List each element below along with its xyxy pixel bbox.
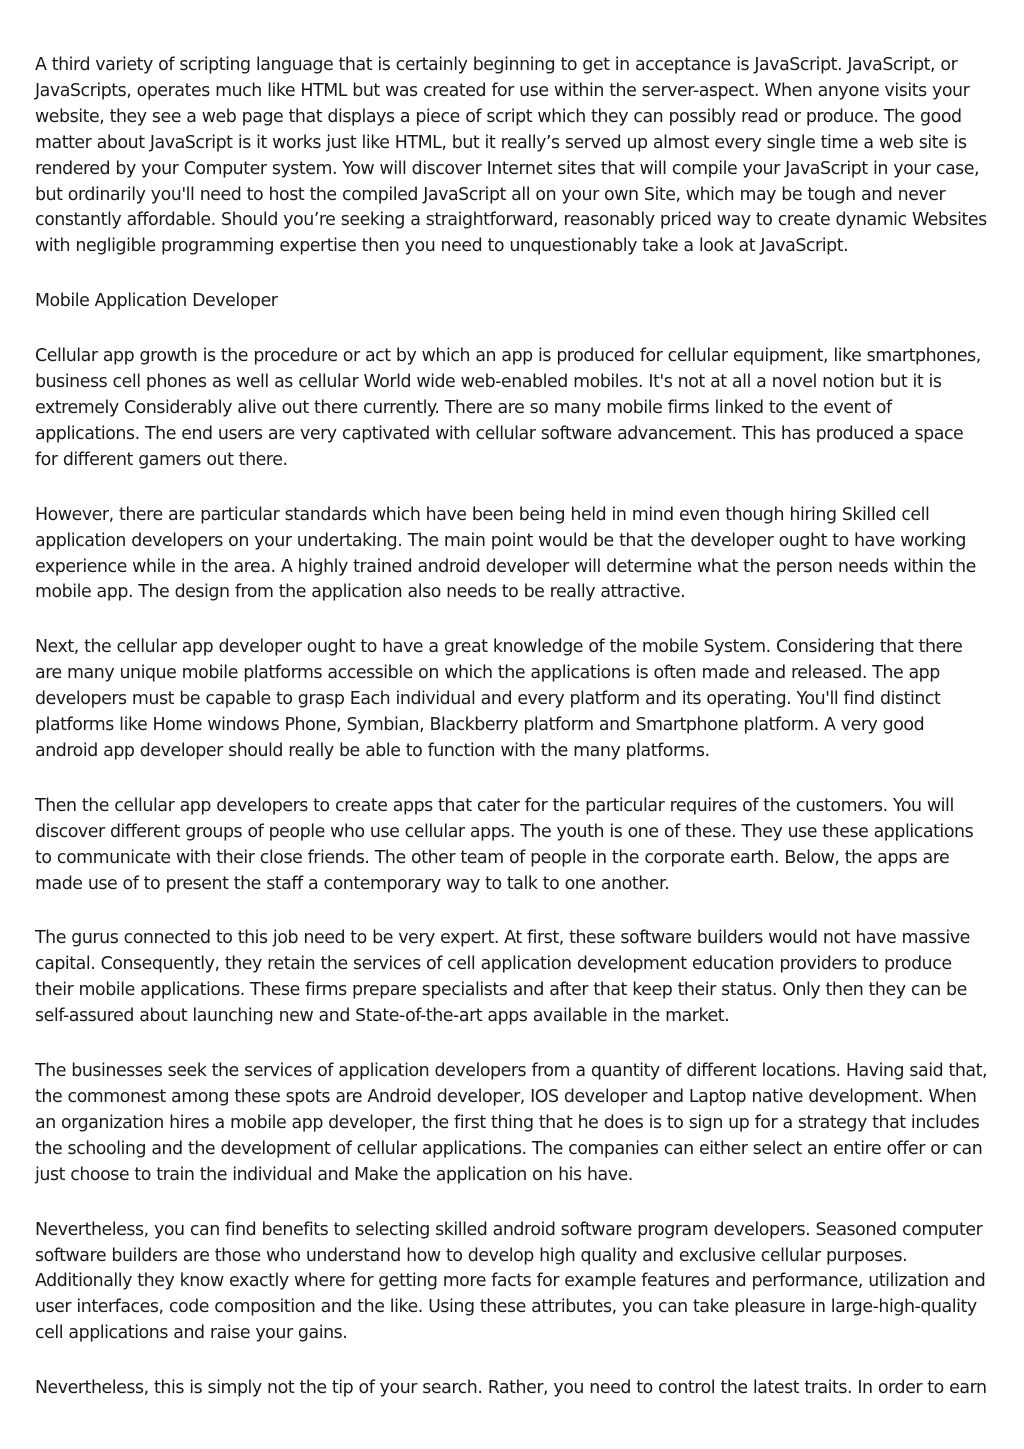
- paragraph-customer-requirements: Then the cellular app developers to create apps that cater for the particular requires of the customers. You will discover different groups of people who use cellular apps. The youth is one of these. They use these applications to communicate with their close friends. The other team of people in the corporate earth. Below, the apps are made use of to present the staff a contemporary way to talk to one another.: [35, 795, 974, 894]
- paragraph-mobile-platforms: Next, the cellular app developer ought to have a great knowledge of the mobile System. Considering that there are many unique mobile platforms accessible on which the applications is often made and released. The app developers must be capable to grasp Each individual and every platform and its operating. You'll find distinct platforms like Home windows Phone, Symbian, Blackberry platform and Smartphone platform. A very good android app developer should really be able to function with the many platforms.: [35, 637, 963, 761]
- paragraph-javascript-intro: A third variety of scripting language that is certainly beginning to get in acceptance is JavaScript. JavaScript, or JavaScripts, operates much like HTML but was created for use within the server-aspect. When anyone visits your website, they see a web page that displays a piece of script which they can possibly read or produce. The good matter about JavaScript is it works just like HTML, but it really’s served up almost every single time a web site is rendered by your Computer system. Yow will discover Internet sites that will compile your JavaScript in your case, but ordinarily you'll need to host the compiled JavaScript all on your own Site, which may be tough and never constantly affordable. Should you’re seeking a straightforward, reasonably priced way to create dynamic Websites with negligible programming expertise then you need to unquestionably take a look at JavaScript.: [35, 55, 987, 257]
- paragraph-developer-locations: The businesses seek the services of application developers from a quantity of different locations. Having said that, the commonest among these spots are Android developer, IOS developer and Laptop native development. When an organization hires a mobile app developer, the first thing that he does is to sign up for a strategy that includes the schooling and the development of cellular applications. The companies can either select an entire offer or can just choose to train the individual and Make the application on his have.: [35, 1061, 988, 1185]
- paragraph-cellular-app-growth: Cellular app growth is the procedure or act by which an app is produced for cellular equipment, like smartphones, business cell phones as well as cellular World wide web-enabled mobiles. It's not at all a novel notion but it is extremely Considerably alive out there currently. There are so many mobile firms linked to the event of applications. The end users are very captivated with cellular software advancement. This has produced a space for different gamers out there.: [35, 346, 981, 470]
- paragraph-skilled-developers-benefits: Nevertheless, you can find benefits to selecting skilled android software program developers. Seasoned computer software builders are those who understand how to develop high quality and exclusive cellular purposes. Additionally they know exactly where for getting more facts for example features and performance, utilization and user interfaces, code composition and the like. Using these attributes, you can take pleasure in large-high-quality cell applications and raise your gains.: [35, 1219, 986, 1344]
- section-heading-mobile-developer: Mobile Application Developer: [35, 291, 278, 312]
- paragraph-latest-traits: Nevertheless, this is simply not the tip of your search. Rather, you need to control the latest traits. In order to earn: [35, 1378, 987, 1399]
- document-body: [35, 53, 990, 1431]
- paragraph-gurus-expertise: The gurus connected to this job need to be very expert. At first, these software builders would not have massive capital. Consequently, they retain the services of cell application development education providers to produce their mobile applications. These firms prepare specialists and after that keep their status. Only then they can be self-assured about launching new and State-of-the-art apps available in the market.: [35, 928, 970, 1027]
- paragraph-hiring-standards: However, there are particular standards which have been being held in mind even though hiring Skilled cell application developers on your undertaking. The main point would be that the developer ought to have working experience while in the area. A highly trained android developer will determine what the person needs within the mobile app. The design from the application also needs to be really attractive.: [35, 504, 976, 603]
